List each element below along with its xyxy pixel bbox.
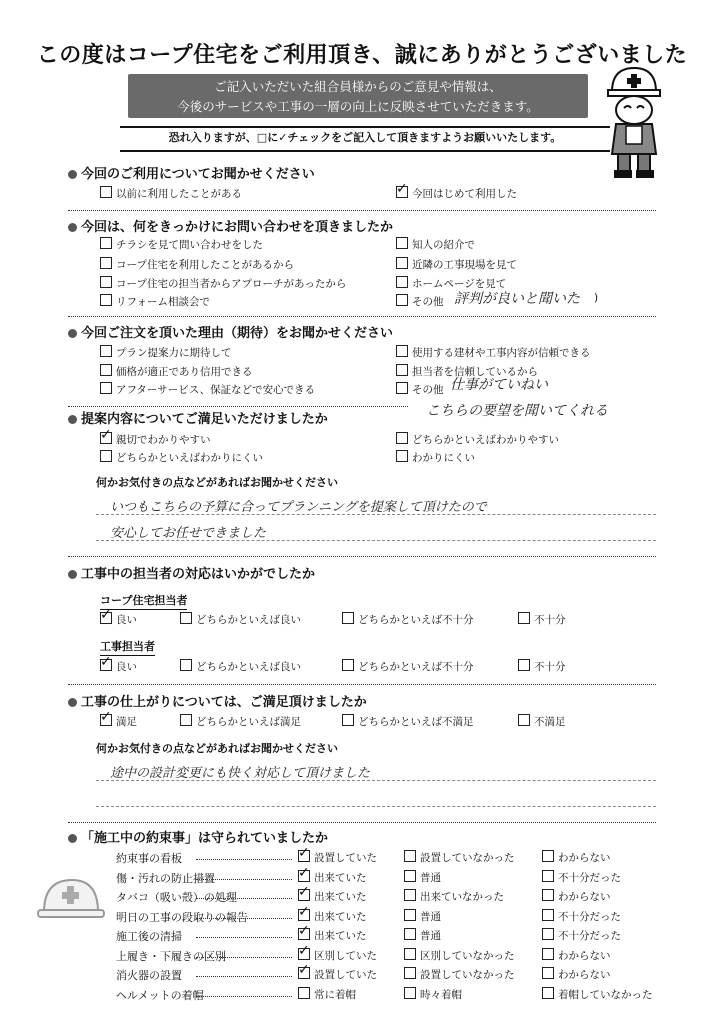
- q4-comment-prompt: 何かお気付きの点などがあればお聞かせください: [96, 476, 338, 489]
- checkbox[interactable]: [342, 659, 354, 671]
- q6-option-3[interactable]: どちらかといえば不満足: [342, 714, 474, 729]
- q7-row-option[interactable]: 常に着帽: [298, 987, 356, 1002]
- q3-right-option-1[interactable]: 使用する建材や工事内容が信頼できる: [396, 345, 591, 360]
- q5-group1-option-2[interactable]: どちらかといえば良い: [180, 612, 301, 627]
- divider: [68, 406, 408, 407]
- q6-comment-line-1[interactable]: 途中の設計変更にも快く対応して頂けました: [110, 766, 371, 781]
- divider: [68, 556, 656, 557]
- checkbox[interactable]: [298, 987, 310, 999]
- checkbox-checked[interactable]: [298, 948, 310, 960]
- q6-option-1[interactable]: ✓満足: [100, 714, 137, 729]
- q7-row-option[interactable]: 不十分だった: [542, 928, 621, 943]
- leader-dots: [196, 937, 292, 938]
- q5-group2-label: 工事担当者: [100, 638, 155, 656]
- checkbox[interactable]: [100, 237, 112, 249]
- q7-row-label: ヘルメットの着帽: [116, 989, 204, 1002]
- q5-group2-option-2[interactable]: どちらかといえば良い: [180, 659, 301, 674]
- q4-left-option-2[interactable]: どちらかといえばわかりにくい: [100, 450, 263, 465]
- checkbox[interactable]: [542, 850, 554, 862]
- q7-row-label: 傷・汚れの防止措置: [116, 872, 215, 885]
- checkbox[interactable]: [396, 432, 408, 444]
- checkbox[interactable]: [342, 612, 354, 624]
- checkbox[interactable]: [100, 382, 112, 394]
- q4-left-option-1[interactable]: ✓親切でわかりやすい: [100, 432, 211, 447]
- q7-row-option[interactable]: わからない: [542, 850, 611, 865]
- q7-row-option[interactable]: 普通: [404, 928, 441, 943]
- q7-row-option[interactable]: 設置していなかった: [404, 850, 515, 865]
- q7-row-option[interactable]: 不十分だった: [542, 909, 621, 924]
- q7-row-option[interactable]: ✓ 出来ていた: [298, 928, 367, 943]
- q7-row-label: 上履き・下履きの区別: [116, 950, 226, 963]
- q7-row-option[interactable]: 着帽していなかった: [542, 987, 653, 1002]
- q7-row-option[interactable]: ✓ 出来ていた: [298, 889, 367, 904]
- checkbox[interactable]: [518, 714, 530, 726]
- q2-right-option-1[interactable]: 知人の紹介で: [396, 237, 475, 252]
- q7-row-label: 約束事の看板: [116, 852, 182, 865]
- checkbox[interactable]: [180, 714, 192, 726]
- checkbox-checked[interactable]: [298, 850, 310, 862]
- checkbox[interactable]: [404, 928, 416, 940]
- divider: [68, 316, 656, 317]
- bullet-icon: [68, 170, 77, 179]
- q3-left-option-1[interactable]: プラン提案力に期待して: [100, 345, 232, 360]
- divider: [68, 822, 656, 823]
- q7-row-option[interactable]: わからない: [542, 948, 611, 963]
- checkbox[interactable]: [518, 612, 530, 624]
- bullet-icon: [68, 329, 77, 338]
- checkbox[interactable]: [542, 967, 554, 979]
- q7-row-label: 消火器の設置: [116, 969, 182, 982]
- checkbox-checked[interactable]: [298, 928, 310, 940]
- q7-row-label: タバコ（吸い殻）の処理: [116, 891, 237, 904]
- checkbox[interactable]: [100, 294, 112, 306]
- leader-dots: [196, 996, 292, 997]
- bullet-icon: [68, 570, 77, 579]
- checkbox[interactable]: [404, 850, 416, 862]
- checkbox[interactable]: [100, 450, 112, 462]
- q6-option-2[interactable]: どちらかといえば満足: [180, 714, 301, 729]
- checkbox[interactable]: [342, 714, 354, 726]
- q3-left-option-2[interactable]: 価格が適正であり信用できる: [100, 364, 253, 379]
- q5-group1-option-1[interactable]: ✓良い: [100, 612, 137, 627]
- checkbox[interactable]: [542, 909, 554, 921]
- q7-title: 「施工中の約束事」は守られていましたか: [68, 827, 328, 846]
- q3-other-handwritten-1[interactable]: 仕事がていねい: [450, 377, 548, 393]
- comment-line: [96, 780, 656, 781]
- checkbox[interactable]: [396, 364, 408, 376]
- q5-title: 工事中の担当者の対応はいかがでしたか: [68, 563, 315, 582]
- checkbox[interactable]: [100, 345, 112, 357]
- q4-right-option-2[interactable]: わかりにくい: [396, 450, 475, 465]
- banner-line-2: 今後のサービスや工事の一層の向上に反映させていただきます。: [177, 99, 539, 114]
- q3-other-handwritten-2[interactable]: こちらの要望を聞いてくれる: [426, 403, 608, 419]
- checkbox[interactable]: [100, 257, 112, 269]
- q3-right-option-3[interactable]: その他: [396, 382, 444, 397]
- checkbox-checked[interactable]: [100, 612, 112, 624]
- banner-line-1: ご記入いただいた組合員様からのご意見や情報は、: [214, 79, 502, 94]
- q2-right-option-2[interactable]: 近隣の工事現場を見て: [396, 257, 517, 272]
- q4-right-option-1[interactable]: どちらかといえばわかりやすい: [396, 432, 559, 447]
- q7-row-option[interactable]: ✓ 出来ていた: [298, 909, 367, 924]
- checkbox[interactable]: [404, 889, 416, 901]
- q7-row-option[interactable]: わからない: [542, 967, 611, 982]
- q6-title: 工事の仕上がりについては、ご満足頂けましたか: [68, 691, 367, 710]
- leader-dots: [196, 859, 292, 860]
- q7-row-option[interactable]: わからない: [542, 889, 611, 904]
- q2-left-option-4[interactable]: リフォーム相談会で: [100, 294, 210, 309]
- helmet-icon: [36, 872, 106, 922]
- checkbox[interactable]: [180, 659, 192, 671]
- q7-row-option[interactable]: 普通: [404, 909, 441, 924]
- comment-line: [96, 806, 656, 807]
- q7-row-option[interactable]: ✓ 設置していた: [298, 967, 377, 982]
- q1-option-2[interactable]: ✓ 今回はじめて利用した: [396, 186, 517, 201]
- q1-option-1[interactable]: 以前に利用したことがある: [100, 186, 242, 201]
- q7-row-option[interactable]: 設置していなかった: [404, 967, 515, 982]
- checkbox-checked[interactable]: [298, 870, 310, 882]
- bullet-icon: [68, 415, 77, 424]
- q2-other-close: ): [594, 292, 599, 304]
- bullet-icon: [68, 223, 77, 232]
- checkbox-checked[interactable]: [100, 432, 112, 444]
- checkbox[interactable]: [396, 450, 408, 462]
- leader-dots: [196, 918, 292, 919]
- q7-row-option[interactable]: 普通: [404, 870, 441, 885]
- q7-row-label: 施工後の清掃: [116, 930, 182, 943]
- checkbox[interactable]: [404, 967, 416, 979]
- checkbox[interactable]: [396, 237, 408, 249]
- checkbox[interactable]: [404, 909, 416, 921]
- bullet-icon: [68, 698, 77, 707]
- comment-line: [96, 540, 656, 541]
- q2-right-option-4[interactable]: その他: [396, 294, 444, 309]
- q2-left-option-3[interactable]: コープ住宅の担当者からアプローチがあったから: [100, 276, 346, 291]
- q7-row-option[interactable]: ✓ 設置していた: [298, 850, 377, 865]
- leader-dots: [196, 879, 292, 880]
- q7-row-option[interactable]: 区別していなかった: [404, 948, 515, 963]
- checkbox-checked[interactable]: [396, 186, 408, 198]
- checkbox-checked[interactable]: [100, 659, 112, 671]
- checkbox[interactable]: [542, 987, 554, 999]
- q7-row-option[interactable]: ✓ 出来ていた: [298, 870, 367, 885]
- q6-comment-prompt: 何かお気付きの点などがあればお聞かせください: [96, 742, 338, 755]
- checkbox[interactable]: [396, 257, 408, 269]
- q5-group1-label: コープ住宅担当者: [100, 592, 187, 610]
- q7-row-option[interactable]: ✓ 区別していた: [298, 948, 377, 963]
- checkbox[interactable]: [396, 294, 408, 306]
- q2-right-option-3[interactable]: ホームページを見て: [396, 276, 506, 291]
- checkbox[interactable]: [396, 382, 408, 394]
- checkbox-checked[interactable]: [298, 889, 310, 901]
- q5-group2-option-3[interactable]: どちらかといえば不十分: [342, 659, 474, 674]
- q2-other-handwritten[interactable]: 評判が良いと聞いた: [454, 291, 580, 307]
- leader-dots: [196, 898, 292, 899]
- leader-dots: [196, 957, 292, 958]
- q4-comment-line-2[interactable]: 安心してお任せできました: [110, 526, 267, 541]
- checkbox[interactable]: [542, 928, 554, 940]
- q3-right-option-2[interactable]: 担当者を信頼しているから: [396, 364, 538, 379]
- q5-group1-option-3[interactable]: どちらかといえば不十分: [342, 612, 474, 627]
- checkbox[interactable]: [518, 659, 530, 671]
- checkbox[interactable]: [404, 948, 416, 960]
- checkbox[interactable]: [100, 364, 112, 376]
- q7-row-label: 明日の工事の段取りの報告: [116, 911, 248, 924]
- checkbox[interactable]: [396, 345, 408, 357]
- checkbox[interactable]: [404, 987, 416, 999]
- q3-title: 今回ご注文を頂いた理由（期待）をお聞かせください: [68, 322, 393, 341]
- q5-group2-option-1[interactable]: ✓良い: [100, 659, 137, 674]
- q5-group2-option-4[interactable]: 不十分: [518, 659, 566, 674]
- checkbox[interactable]: [100, 186, 112, 198]
- intro-banner: [128, 74, 588, 118]
- checkbox-checked[interactable]: [298, 909, 310, 921]
- bullet-icon: [68, 834, 77, 843]
- q7-row-option[interactable]: 時々着帽: [404, 987, 462, 1002]
- leader-dots: [196, 976, 292, 977]
- checkbox[interactable]: [542, 948, 554, 960]
- q4-comment-line-1[interactable]: いつもこちらの予算に合ってプランニングを提案して頂けたので: [110, 500, 487, 515]
- checkbox[interactable]: [542, 889, 554, 901]
- checkbox[interactable]: [396, 276, 408, 288]
- page-title: この度はコープ住宅をご利用頂き、誠にありがとうございました: [36, 43, 688, 68]
- checkbox[interactable]: [404, 870, 416, 882]
- construction-worker-icon: [604, 62, 664, 182]
- checkbox[interactable]: [180, 612, 192, 624]
- q2-left-option-2[interactable]: コープ住宅を利用したことがあるから: [100, 257, 294, 272]
- q5-group1-option-4[interactable]: 不十分: [518, 612, 566, 627]
- q2-title: 今回は、何をきっかけにお問い合わせを頂きましたか: [68, 216, 393, 235]
- checkbox-checked[interactable]: [298, 967, 310, 979]
- q2-left-option-1[interactable]: チラシを見て問い合わせをした: [100, 237, 263, 252]
- checkbox-checked[interactable]: [100, 714, 112, 726]
- instruction-note: 恐れ入りますが、□に✓チェックをご記入して頂きますようお願いいたします。: [120, 126, 610, 152]
- q1-title: 今回のご利用についてお聞かせください: [68, 163, 315, 182]
- q6-option-4[interactable]: 不満足: [518, 714, 566, 729]
- checkbox[interactable]: [100, 276, 112, 288]
- q3-left-option-3[interactable]: アフターサービス、保証などで安心できる: [100, 382, 315, 397]
- divider: [68, 210, 656, 211]
- q4-title: 提案内容についてご満足いただけましたか: [68, 408, 328, 427]
- checkbox[interactable]: [542, 870, 554, 882]
- comment-line: [96, 514, 656, 515]
- q7-row-option[interactable]: 不十分だった: [542, 870, 621, 885]
- divider: [68, 684, 656, 685]
- q7-row-option[interactable]: 出来ていなかった: [404, 889, 504, 904]
